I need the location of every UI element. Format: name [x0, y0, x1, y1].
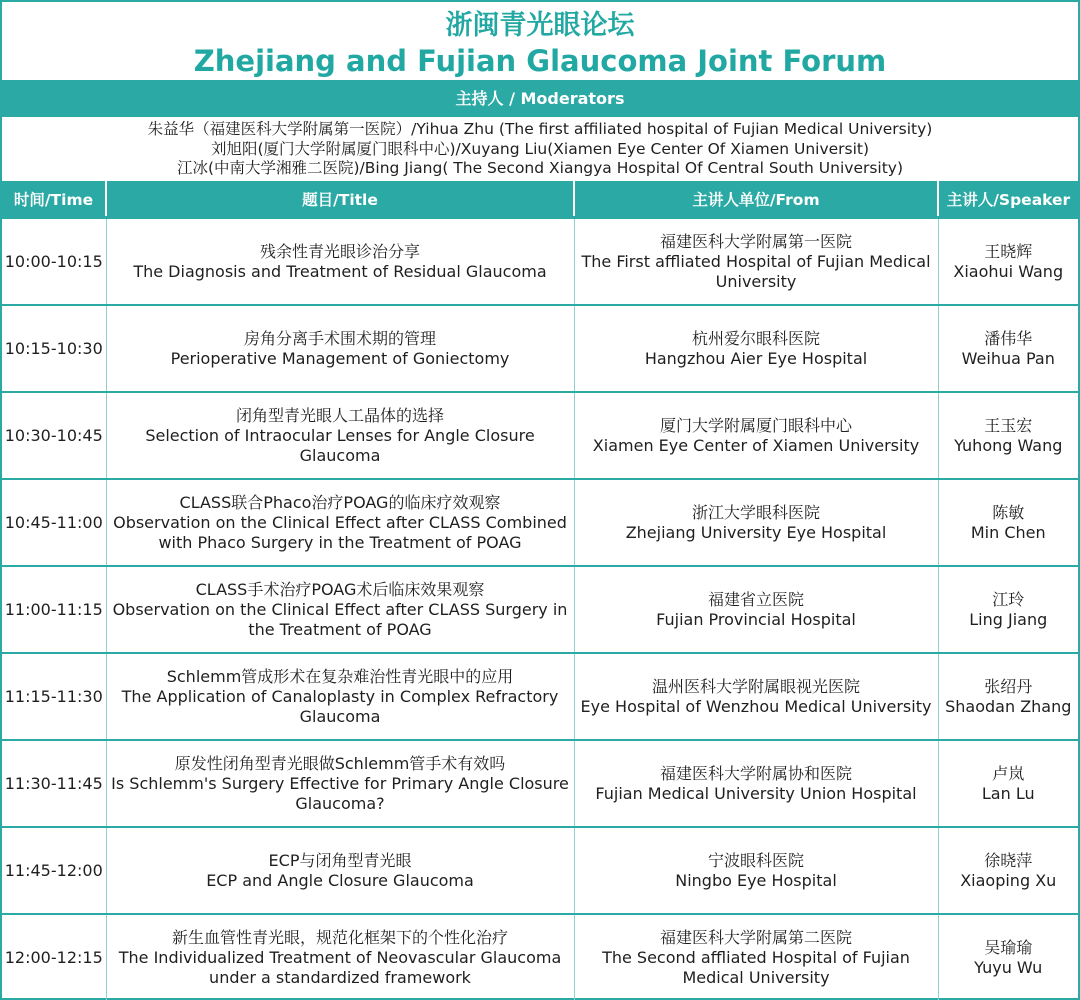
- session-title-line: The Individualized Treatment of Neovascular Glaucoma: [118, 947, 562, 967]
- session-title-line: the Treatment of POAG: [248, 619, 432, 639]
- session-title-line: Observation on the Clinical Effect after CLASS Combined: [113, 512, 567, 532]
- speaker-affiliation-line: Ningbo Eye Hospital: [675, 870, 837, 890]
- header: [2, 2, 1078, 80]
- speaker-name: [938, 566, 1078, 653]
- speaker-name-line: Weihua Pan: [961, 348, 1055, 368]
- speaker-name: [938, 218, 1078, 306]
- session-time: 10:45-11:00: [2, 479, 106, 566]
- session-title-line: CLASS联合Phaco治疗POAG的临床疗效观察: [179, 492, 501, 512]
- table-row: [2, 740, 1078, 827]
- speaker-name-line: Ling Jiang: [969, 609, 1048, 629]
- speaker-affiliation-line: Hangzhou Aier Eye Hospital: [644, 348, 868, 368]
- speaker-affiliation: [574, 914, 938, 1000]
- session-title-line: ECP and Angle Closure Glaucoma: [206, 870, 474, 890]
- column-header-speaker: 主讲人/Speaker: [938, 181, 1078, 218]
- table-row: [2, 827, 1078, 914]
- speaker-affiliation-line: 温州医科大学附属眼视光医院: [651, 676, 860, 696]
- session-title: [106, 914, 574, 1000]
- speaker-name: [938, 653, 1078, 740]
- table-row: [2, 914, 1078, 1000]
- session-time: 10:00-10:15: [2, 218, 106, 306]
- speaker-name-line: Min Chen: [970, 522, 1046, 542]
- moderators-header: 主持人 / Moderators: [2, 80, 1078, 117]
- session-title: [106, 392, 574, 479]
- session-time: 12:00-12:15: [2, 914, 106, 1000]
- speaker-affiliation-line: The First affliated Hospital of Fujian Medical: [581, 251, 931, 271]
- speaker-affiliation-line: 杭州爱尔眼科医院: [691, 328, 820, 348]
- table-row: [2, 653, 1078, 740]
- speaker-name-line: 王晓辉: [984, 241, 1033, 261]
- speaker-name: [938, 392, 1078, 479]
- page-title-chinese: 浙闽青光眼论坛: [445, 10, 635, 41]
- speaker-affiliation-line: The Second affliated Hospital of Fujian: [602, 947, 910, 967]
- table-header-row: [2, 181, 1078, 218]
- session-title-line: Glaucoma?: [295, 793, 385, 813]
- schedule-body: [2, 218, 1078, 1000]
- speaker-name-line: Xiaohui Wang: [953, 261, 1064, 281]
- speaker-affiliation-line: Eye Hospital of Wenzhou Medical University: [580, 696, 932, 716]
- speaker-affiliation-line: Fujian Provincial Hospital: [656, 609, 856, 629]
- session-time: 11:00-11:15: [2, 566, 106, 653]
- session-title-line: Perioperative Management of Goniectomy: [170, 348, 510, 368]
- session-title-line: under a standardized framework: [209, 967, 471, 987]
- speaker-affiliation: [574, 479, 938, 566]
- session-title-line: CLASS手术治疗POAG术后临床效果观察: [195, 579, 485, 599]
- speaker-affiliation-line: 宁波眼科医院: [707, 850, 804, 870]
- speaker-name-line: Shaodan Zhang: [945, 696, 1072, 716]
- session-time: 11:15-11:30: [2, 653, 106, 740]
- page-title-english: Zhejiang and Fujian Glaucoma Joint Forum: [193, 44, 887, 78]
- session-title-line: 新生血管性青光眼，规范化框架下的个性化治疗: [171, 927, 508, 947]
- session-title-line: Observation on the Clinical Effect after CLASS Surgery in: [112, 599, 568, 619]
- speaker-name-line: 张绍丹: [984, 676, 1033, 696]
- speaker-affiliation: [574, 566, 938, 653]
- table-row: [2, 218, 1078, 306]
- table-row: [2, 305, 1078, 392]
- table-row: [2, 479, 1078, 566]
- speaker-affiliation-line: Fujian Medical University Union Hospital: [595, 783, 917, 803]
- speaker-affiliation-line: Zhejiang University Eye Hospital: [625, 522, 887, 542]
- speaker-name-line: 徐晓萍: [984, 850, 1033, 870]
- session-title-line: Selection of Intraocular Lenses for Angle Closure: [145, 425, 535, 445]
- speaker-affiliation: [574, 740, 938, 827]
- session-title-line: The Diagnosis and Treatment of Residual Glaucoma: [133, 261, 547, 281]
- speaker-affiliation-line: 厦门大学附属厦门眼科中心: [659, 415, 852, 435]
- session-title-line: Schlemm管成形术在复杂难治性青光眼中的应用: [166, 666, 514, 686]
- moderator-line: 刘旭阳(厦门大学附属厦门眼科中心)/Xuyang Liu(Xiamen Eye Center Of Xiamen Universit): [210, 139, 870, 158]
- session-title-line: Glaucoma: [299, 445, 381, 465]
- speaker-name-line: 江玲: [992, 589, 1025, 609]
- session-title: [106, 305, 574, 392]
- speaker-affiliation-line: 福建省立医院: [707, 589, 804, 609]
- session-title-line: ECP与闭角型青光眼: [268, 850, 412, 870]
- speaker-affiliation-line: Xiamen Eye Center of Xiamen University: [592, 435, 920, 455]
- moderator-line: 江冰(中南大学湘雅二医院)/Bing Jiang( The Second Xiangya Hospital Of Central South University): [176, 159, 904, 177]
- session-time: 11:30-11:45: [2, 740, 106, 827]
- speaker-name: [938, 305, 1078, 392]
- session-title: [106, 566, 574, 653]
- session-title-line: with Phaco Surgery in the Treatment of POAG: [158, 532, 522, 552]
- speaker-affiliation: [574, 653, 938, 740]
- schedule-table: [2, 181, 1078, 1000]
- session-title-line: 闭角型青光眼人工晶体的选择: [235, 405, 444, 425]
- speaker-name-line: 陈敏: [992, 502, 1025, 522]
- column-header-from: 主讲人单位/From: [574, 181, 938, 218]
- speaker-affiliation-line: 福建医科大学附属第二医院: [659, 927, 852, 947]
- session-time: 10:15-10:30: [2, 305, 106, 392]
- speaker-name-line: 卢岚: [992, 763, 1025, 783]
- speaker-affiliation: [574, 218, 938, 306]
- speaker-name-line: 王玉宏: [984, 415, 1033, 435]
- session-time: 11:45-12:00: [2, 827, 106, 914]
- speaker-affiliation-line: Medical University: [682, 967, 830, 987]
- speaker-affiliation: [574, 827, 938, 914]
- speaker-affiliation-line: University: [715, 271, 797, 291]
- session-title: [106, 653, 574, 740]
- speaker-name: [938, 827, 1078, 914]
- speaker-name-line: 潘伟华: [984, 328, 1033, 348]
- speaker-name-line: 吴瑜瑜: [984, 937, 1033, 957]
- moderators-list: [2, 117, 1078, 181]
- session-title-line: Is Schlemm's Surgery Effective for Primary Angle Closure: [111, 773, 569, 793]
- speaker-name-line: Xiaoping Xu: [960, 870, 1057, 890]
- session-title: [106, 740, 574, 827]
- session-time: 10:30-10:45: [2, 392, 106, 479]
- session-title-line: 房角分离手术围术期的管理: [243, 328, 436, 348]
- session-title-line: The Application of Canaloplasty in Complex Refractory: [121, 686, 559, 706]
- session-title-line: Glaucoma: [299, 706, 381, 726]
- column-header-time: 时间/Time: [2, 181, 106, 218]
- session-title: [106, 827, 574, 914]
- speaker-name-line: Lan Lu: [981, 783, 1035, 803]
- speaker-affiliation-line: 福建医科大学附属第一医院: [659, 231, 852, 251]
- session-title: [106, 479, 574, 566]
- speaker-name: [938, 479, 1078, 566]
- speaker-name: [938, 740, 1078, 827]
- speaker-affiliation: [574, 305, 938, 392]
- speaker-affiliation-line: 浙江大学眼科医院: [691, 502, 820, 522]
- session-title-line: 原发性闭角型青光眼做Schlemm管手术有效吗: [174, 753, 506, 773]
- speaker-name-line: Yuhong Wang: [954, 435, 1063, 455]
- table-row: [2, 392, 1078, 479]
- session-title: [106, 218, 574, 306]
- speaker-affiliation-line: 福建医科大学附属协和医院: [659, 763, 852, 783]
- speaker-name: [938, 914, 1078, 1000]
- session-title-line: 残余性青光眼诊治分享: [259, 241, 420, 261]
- speaker-affiliation: [574, 392, 938, 479]
- speaker-name-line: Yuyu Wu: [974, 957, 1043, 977]
- moderator-line: 朱益华（福建医科大学附属第一医院）/Yihua Zhu (The first affiliated hospital of Fujian Medical University): [147, 120, 933, 138]
- column-header-title: 题目/Title: [106, 181, 574, 218]
- table-row: [2, 566, 1078, 653]
